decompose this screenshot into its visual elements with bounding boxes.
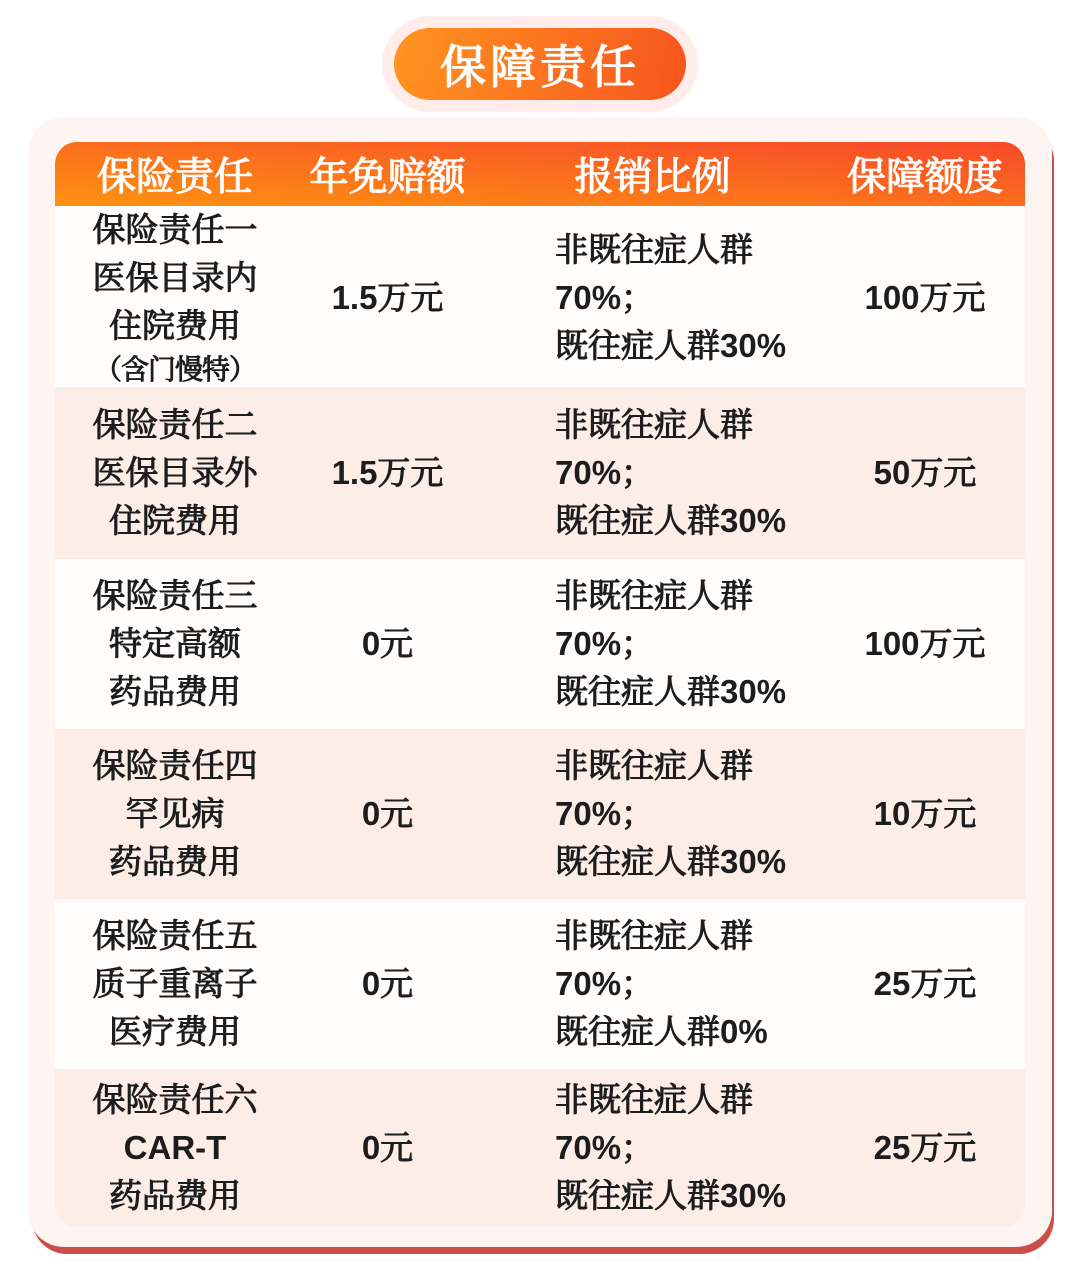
ratio-cell — [480, 912, 825, 1056]
table-row — [55, 729, 1025, 899]
ratio-cell — [480, 1076, 825, 1220]
header-cell-amount: 保障额度 — [846, 156, 1003, 199]
ratio-cell — [480, 572, 825, 716]
deductible-cell: 0元 — [361, 625, 414, 663]
liability-cell — [55, 742, 295, 886]
benefits-table — [55, 142, 1025, 1227]
table-header-row — [55, 142, 1025, 206]
liability-cell — [55, 572, 295, 716]
liability-line: 质子重离子 — [92, 965, 258, 1003]
amount-cell: 25万元 — [873, 965, 977, 1003]
title-badge-wrap — [0, 0, 1080, 100]
ratio-line: 既往症人群30% — [555, 501, 787, 539]
ratio-line: 既往症人群30% — [555, 842, 787, 880]
liability-line: 医保目录外 — [92, 454, 258, 492]
ratio-line: 非既往症人群70%； — [555, 1081, 753, 1167]
liability-line: 保险责任四 — [92, 747, 258, 785]
deductible-cell: 1.5万元 — [331, 454, 444, 492]
table-row — [55, 559, 1025, 729]
ratio-line: 非既往症人群70%； — [555, 406, 753, 492]
amount-cell: 100万元 — [864, 279, 986, 317]
liability-line: 保险责任三 — [92, 577, 258, 615]
liability-cell — [55, 912, 295, 1056]
amount-cell: 100万元 — [864, 625, 986, 663]
liability-cell — [55, 1076, 295, 1220]
table-row — [55, 899, 1025, 1069]
liability-line: 罕见病 — [125, 795, 225, 833]
liability-line: 保险责任一 — [92, 211, 258, 248]
deductible-cell: 0元 — [361, 795, 414, 833]
ratio-cell — [480, 226, 825, 370]
deductible-cell: 0元 — [361, 965, 414, 1003]
liability-line: 药品费用 — [109, 1176, 241, 1214]
ratio-line: 既往症人群30% — [555, 326, 787, 364]
liability-note: （含门慢特） — [93, 353, 256, 385]
liability-line: 医疗费用 — [109, 1012, 241, 1050]
table-row — [55, 206, 1025, 387]
liability-line: 住院费用 — [109, 501, 241, 539]
header-cell-deductible: 年免赔额 — [309, 156, 466, 199]
liability-line: 保险责任五 — [92, 917, 258, 955]
liability-line: 药品费用 — [109, 672, 241, 710]
liability-line: 住院费用 — [109, 306, 241, 344]
ratio-line: 非既往症人群70%； — [555, 577, 753, 663]
ratio-line: 非既往症人群70%； — [555, 747, 753, 833]
liability-cell — [55, 401, 295, 545]
amount-cell: 50万元 — [873, 454, 977, 492]
amount-cell: 10万元 — [873, 795, 977, 833]
ratio-line: 非既往症人群70%； — [555, 917, 753, 1003]
deductible-cell: 1.5万元 — [331, 279, 444, 317]
header-cell-ratio: 报销比例 — [574, 156, 731, 199]
liability-cell — [55, 206, 295, 390]
ratio-cell — [480, 742, 825, 886]
ratio-line: 既往症人群0% — [555, 1012, 768, 1050]
ratio-line: 既往症人群30% — [555, 672, 787, 710]
table-row — [55, 1069, 1025, 1227]
page-title-badge: 保障责任 — [394, 28, 686, 100]
table-row — [55, 387, 1025, 559]
liability-line: 保险责任二 — [92, 406, 258, 444]
ratio-line: 既往症人群30% — [555, 1176, 787, 1214]
liability-line: 特定高额 — [109, 625, 241, 663]
liability-line: CAR-T — [123, 1129, 227, 1167]
liability-line: 医保目录内 — [92, 258, 258, 296]
liability-line: 药品费用 — [109, 842, 241, 880]
liability-line: 保险责任六 — [92, 1081, 258, 1119]
ratio-cell — [480, 401, 825, 545]
benefits-card — [28, 117, 1052, 1247]
header-cell-liability: 保险责任 — [96, 156, 253, 199]
amount-cell: 25万元 — [873, 1129, 977, 1167]
ratio-line: 非既往症人群70%； — [555, 231, 753, 317]
deductible-cell: 0元 — [361, 1129, 414, 1167]
